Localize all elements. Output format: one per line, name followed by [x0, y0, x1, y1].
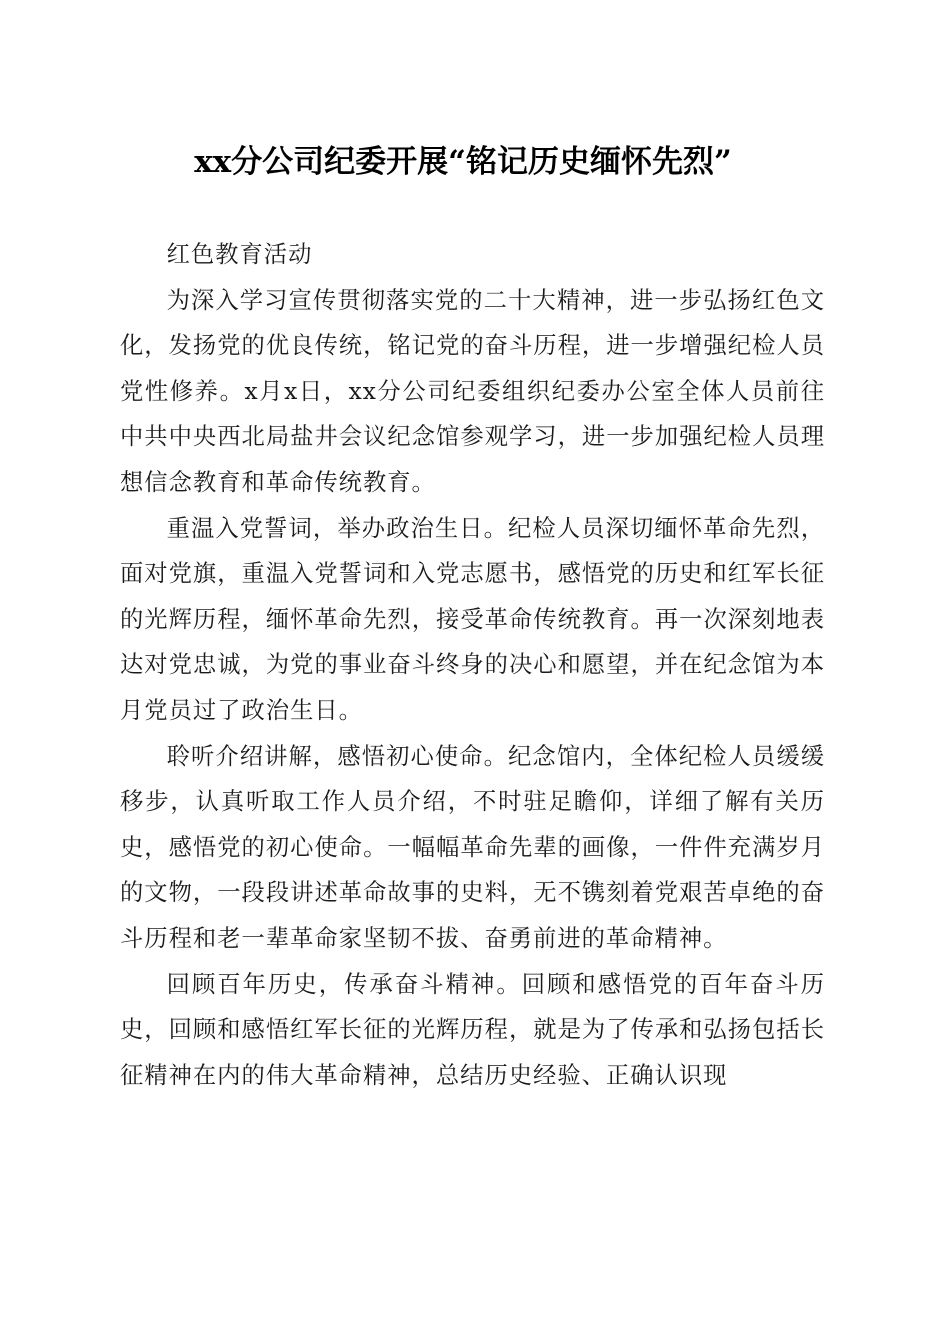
document-body — [120, 232, 825, 1098]
paragraph-subtitle: 红色教育活动 — [166, 241, 313, 268]
paragraph-history: 回顾百年历史，传承奋斗精神。回顾和感悟党的百年奋斗历史，回顾和感悟红军长征的光辉历程，就是为了传承和弘扬包括长征精神在内的伟大革命精神，总结历史经验、正确认识现 — [120, 970, 825, 1089]
paragraph-intro: 为深入学习宣传贯彻落实党的二十大精神，进一步弘扬红色文化，发扬党的优良传统，铭记党的奋斗历程，进一步增强纪检人员党性修养。x月x日，xx分公司纪委组织纪委办公室全体人员前往中共中央西北局盐井会议纪念馆参观学习，进一步加强纪检人员理想信念教育和革命传统教育。 — [120, 286, 825, 496]
paragraph-oath: 重温入党誓词，举办政治生日。纪检人员深切缅怀革命先烈，面对党旗，重温入党誓词和入党志愿书，感悟党的历史和红军长征的光辉历程，缅怀革命先烈，接受革命传统教育。再一次深刻地表达对党忠诚，为党的事业奋斗终身的决心和愿望，并在纪念馆为本月党员过了政治生日。 — [120, 514, 825, 724]
paragraph-visit: 聆听介绍讲解，感悟初心使命。纪念馆内，全体纪检人员缓缓移步，认真听取工作人员介绍，不时驻足瞻仰，详细了解有关历史，感悟党的初心使命。一幅幅革命先辈的画像，一件件充满岁月的文物，一段段讲述革命故事的史料，无不镌刻着党艰苦卓绝的奋斗历程和老一辈革命家坚韧不拔、奋勇前进的革命精神。 — [120, 742, 825, 952]
document-title: xx分公司纪委开展“铭记历史缅怀先烈” — [194, 144, 732, 180]
